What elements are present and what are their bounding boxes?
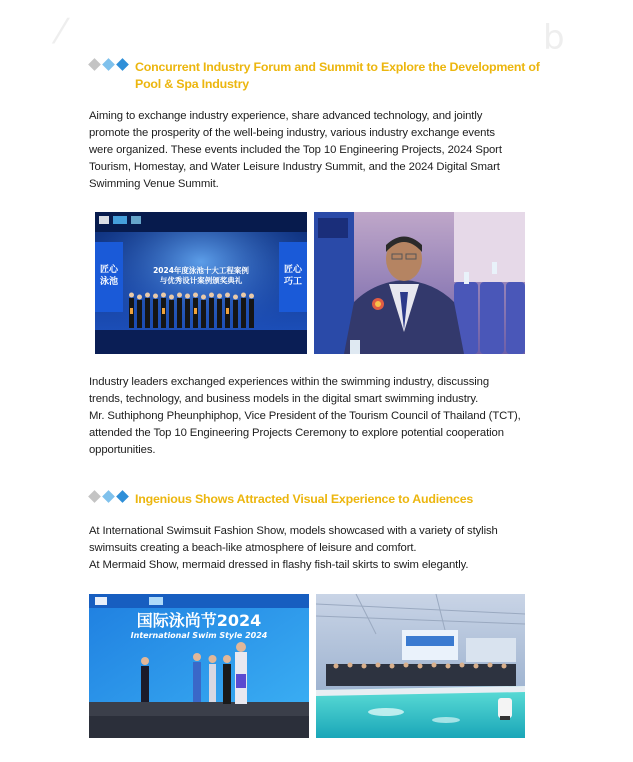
section2-heading [90, 491, 473, 508]
guest-portrait-photo [314, 212, 525, 354]
caption-line: trends, technology, and business models in the digital smart swimming industry. [89, 393, 479, 405]
caption-line: Industry leaders exchanged experiences within the swimming industry, discussing [89, 376, 490, 388]
caption-line: Mr. Suthiphong Pheunphiphop, Vice President of the Tourism Council of Thailand (TCT), [89, 410, 521, 422]
stage-banner-text: 2024年度泳池十大工程案例 与优秀设计案例颁奖典礼 [153, 266, 249, 285]
section1-title-line2: Pool & Spa Industry [135, 77, 249, 91]
diamond-bullet-icon [90, 492, 132, 501]
caption-line: attended the Top 10 Engineering Projects Ceremony to explore potential cooperation [89, 427, 504, 439]
corner-watermark-left: ⁄ [58, 12, 64, 52]
section1-title [135, 59, 540, 93]
section2-paragraph [89, 523, 539, 574]
section1-caption [89, 374, 549, 459]
paragraph-line: Aiming to exchange industry experience, share advanced technology, and jointly [89, 110, 483, 122]
section2-title: Ingenious Shows Attracted Visual Experience to Audiences [135, 492, 474, 506]
fashion-banner-en: International Swim Style 2024 [130, 631, 268, 640]
award-ceremony-photo [95, 212, 307, 354]
stage-side-right-text: 匠心 巧工 [283, 265, 302, 287]
section1-paragraph [89, 108, 539, 193]
stage-side-left-text: 匠心 泳池 [99, 265, 118, 287]
section1-heading [90, 59, 540, 93]
mermaid-show-photo [316, 594, 525, 738]
section1-title-line1: Concurrent Industry Forum and Summit to Explore the Development of [135, 60, 540, 74]
fashion-show-photo [89, 594, 309, 738]
corner-watermark-right: b [543, 18, 565, 58]
paragraph-line: At International Swimsuit Fashion Show, models showcased with a variety of stylish [89, 525, 498, 537]
fashion-banner-cn: 国际泳尚节2024 [136, 611, 262, 630]
caption-line: opportunities. [89, 444, 156, 456]
paragraph-line: promote the prosperity of the well-being industry, various industry exchange events [89, 127, 495, 139]
diamond-bullet-icon [90, 60, 132, 69]
paragraph-line: were organized. These events included the Top 10 Engineering Projects, 2024 Sport [89, 144, 502, 156]
paragraph-line: Swimming Venue Summit. [89, 178, 219, 190]
paragraph-line: At Mermaid Show, mermaid dressed in flashy fish-tail skirts to swim elegantly. [89, 559, 469, 571]
paragraph-line: Tourism, Homestay, and Water Leisure Industry Summit, and the 2024 Digital Smart [89, 161, 500, 173]
paragraph-line: swimsuits creating a beach-like atmosphere of leisure and comfort. [89, 542, 417, 554]
